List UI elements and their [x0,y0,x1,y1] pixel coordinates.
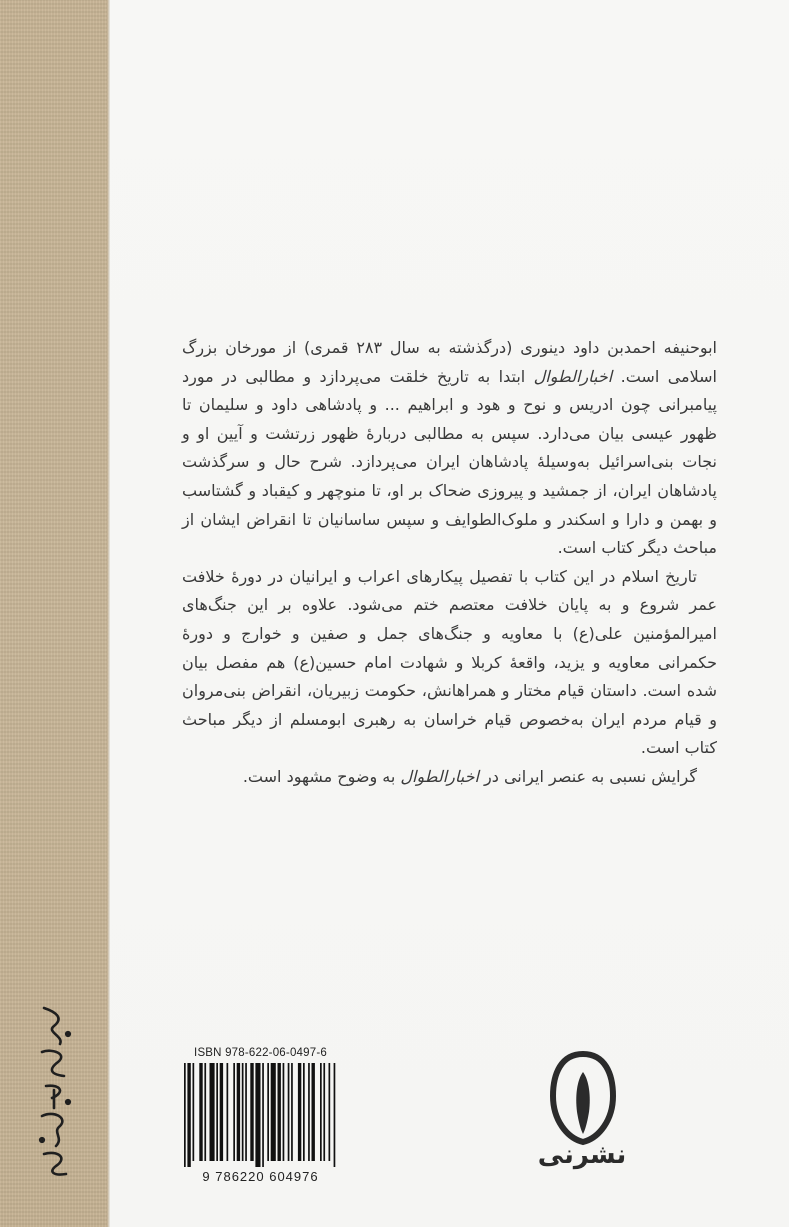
barcode-bar [298,1063,301,1161]
barcode-bar [199,1063,202,1161]
barcode-bar [242,1063,244,1161]
barcode-bar [245,1063,247,1161]
barcode-bar [255,1063,260,1167]
paragraph-1-text-after: ابتدا به تاریخ خلقت می‌پردازد و مطالبی در مورد پیامبرانی چون ادریس و نوح و هود و ابراهیم ... و پادشاهی داود و سلیمان تا ظهور عیسی بیان می‌دارد. سپس به مطالبی دربارهٔ ظهور زرتشت و آیین او و نجات بنی‌اسرائیل به‌وسیلهٔ پادشاهان ایران می‌پردازد. شرح حال و سرگذشت پادشاهان ایران، از جمشید و پیروزی ضحاک بر او، تا منوچهر و کیقباد و گشتاسب و بهمن و دارا و اسکندر و ملوک‌الطوایف و سپس ساسانیان تا انقراض ایشان از مباحث دیگر کتاب است. [182,366,717,558]
barcode-bar [283,1063,285,1161]
barcode-bar [323,1063,325,1161]
barcode-bar [233,1063,235,1161]
barcode-bar [184,1063,186,1167]
barcode-bar [312,1063,315,1161]
book-title-reference-2: اخبارالطوال [400,766,479,786]
barcode-bar [308,1063,310,1161]
paragraph-2-text: تاریخ اسلام در این کتاب با تفصیل پیکارهای اعراب و ایرانیان در دورهٔ خلافت عمر شروع و به پایان خلافت معتصم ختم می‌شود. علاوه بر این جنگ‌های امیرالمؤمنین علی(ع) با معاویه و جنگ‌های جمل و صفین و خوارج و دورهٔ حکمرانی معاویه و یزید، واقعهٔ کربلا و شهادت امام حسین(ع) هم مفصل بیان شده است. داستان قیام مختار و همراهانش، حکومت زبیریان، انقراض بنی‌مروان و قیام مردم ایران به‌خصوص قیام خراسان به رهبری ابومسلم از دیگر مباحث کتاب است. [182,566,717,758]
barcode-bar [193,1063,195,1161]
isbn-label: ISBN 978-622-06-0497-6 [194,1047,327,1059]
barcode-bar [278,1063,281,1161]
barcode-bar [250,1063,253,1161]
blurb-paragraph-2 [182,563,717,763]
paragraph-3-text-after: به وضوح مشهود است. [242,766,401,786]
paragraph-3-text-before: گرایش نسبی به عنصر ایرانی در [478,766,697,786]
paragraph-1-text-before: ابوحنیفه احمدبن داود دینوری (درگذشته به سال ۲۸۳ قمری) از مورخان بزرگ اسلامی است. [182,338,718,386]
signature-icon [34,1000,76,1180]
publisher-name: نشرنی [537,1140,627,1170]
barcode-bar [329,1063,331,1161]
barcode-bar [227,1063,229,1161]
barcode-bar [210,1063,215,1161]
barcode-digits: 9 786220 604976 [202,1169,319,1184]
barcode-bar [187,1063,190,1167]
barcode-bar [220,1063,223,1161]
barcode-bar [288,1063,290,1161]
barcode-bar [334,1063,336,1167]
barcode-bar [204,1063,206,1161]
back-cover-blurb [182,334,717,792]
barcode [182,1063,339,1167]
barcode-bar [303,1063,305,1161]
isbn-barcode-block [178,1047,343,1187]
barcode-bar [320,1063,322,1161]
barcode-bar [262,1063,264,1167]
blurb-paragraph-3 [182,763,717,792]
barcode-bar [237,1063,240,1161]
barcode-bar [271,1063,276,1161]
barcode-bar [216,1063,218,1161]
blurb-paragraph-1 [182,334,717,563]
barcode-bar [267,1063,269,1161]
book-title-reference-1: اخبارالطوال [533,366,613,386]
barcode-bar [291,1063,293,1161]
publisher-logo-icon [549,1050,617,1150]
